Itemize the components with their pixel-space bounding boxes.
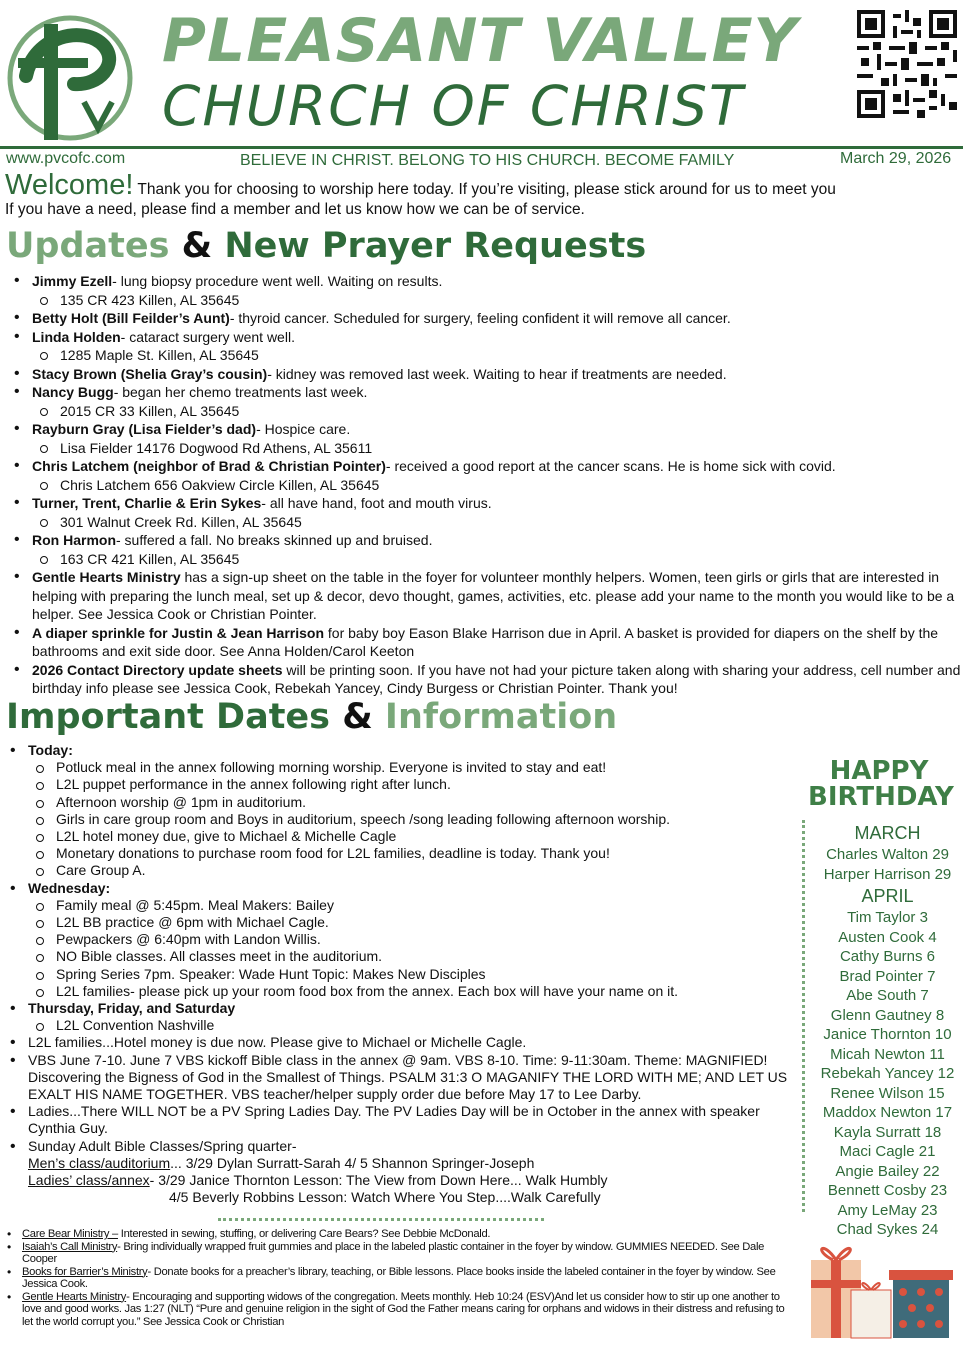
dates-heading-part2: Information (384, 697, 618, 737)
today-item: L2L puppet performance in the annex following right after lunch. (28, 776, 802, 793)
prayer-address: 135 CR 423 Killen, AL 35645 (32, 291, 961, 310)
prayer-address: 163 CR 421 Killen, AL 35645 (32, 550, 961, 569)
prayer-item: • Stacy Brown (Shelia Gray’s cousin)- kidney was removed last week. Waiting to hear if treatments are needed. (6, 365, 961, 384)
dates-heading (6, 697, 617, 737)
section-divider (218, 1218, 544, 1221)
birthday-name: Brad Pointer 7 (839, 967, 936, 985)
wednesday-item: NO Bible classes. All classes meet in the auditorium. (28, 948, 802, 965)
birthday-name: Janice Thornton 10 (823, 1026, 952, 1043)
today-item: Afternoon worship @ 1pm in auditorium. (28, 794, 802, 811)
birthday-name: Charles Walton 29 (826, 846, 949, 863)
church-motto: BELIEVE IN CHRIST. BELONG TO HIS CHURCH. BECOME FAMILY (240, 152, 735, 169)
qr-code-icon (857, 10, 957, 118)
updates-heading-part1: Updates (6, 226, 170, 266)
happy-birthday-heading: HAPPY BIRTHDAY (808, 756, 954, 812)
birthday-name: Glenn Gautney 8 (830, 1006, 945, 1024)
prayer-address: Chris Latchem 656 Oakview Circle Killen, AL 35645 (32, 476, 961, 495)
birthday-name: Kayla Surratt 18 (833, 1123, 942, 1141)
dates-heading-amp: & (330, 697, 385, 737)
dates-heading-part1: Important Dates (6, 697, 331, 737)
birthday-list (815, 821, 960, 1240)
birthday-name: Cathy Burns 6 (839, 948, 936, 965)
ministry-item: • Books for Barrier’s Ministry- Donate books for a preacher’s library, teaching, or Bible lessons. Place books inside the labeled container in the foyer by window. See Jessica Cook. (2, 1266, 797, 1291)
prayer-item: • Gentle Hearts Ministry has a sign-up sheet on the table in the foyer for volunteer monthly helpers. Women, teen girls or girls that are interested in helping with preparing the lunch meal, set up & decor, devo thought, games, activities, etc. please add your name to the month you would like to be a helper. See Jessica Cook or Christian Pointer. (6, 568, 961, 624)
wednesday-block: • Wednesday: Family meal @ 5:45pm. Meal Makers: Bailey L2L BB practice @ 6pm with Michael Cagle. Pewpackers @ 6:40pm with Landon Willis. NO Bible classes. All classes meet in the auditorium. Spring Series 7pm. Speaker: Wade Hunt Topic: Makes New Disciples L2L families- please pick up your room food box from the annex. Each box will have your name on it. (2, 880, 802, 1000)
ministry-item: • Gentle Hearts Ministry- Encouraging and supporting widows of the congregation. Meets monthly. Heb 10:24 (ESV)And let us consider how to stir up one another to love and good works. Jas 1:27 (NLT) “Pure and genuine religion in the sight of God the Father means caring for orphans and widows in their distress and refusing to let the world corrupt you.” See Jessica Cook or Christian (2, 1291, 797, 1329)
month-march: MARCH (854, 823, 921, 843)
prayer-item: • Betty Holt (Bill Feilder’s Aunt)- thyroid cancer. Scheduled for surgery, feeling confident it will remove all cancer. (6, 309, 961, 328)
prayer-address: 301 Walnut Creek Rd. Killen, AL 35645 (32, 513, 961, 532)
updates-heading-amp: & (169, 226, 225, 266)
birthday-name: Amy LeMay 23 (837, 1201, 938, 1219)
prayer-address: 1285 Maple St. Killen, AL 35645 (32, 346, 961, 365)
birthday-name: Bennett Cosby 23 (827, 1182, 948, 1199)
welcome-message (5, 169, 955, 220)
birthday-name: Tim Taylor 3 (847, 909, 928, 926)
gift-boxes-icon (803, 1240, 953, 1340)
prayer-item: • Nancy Bugg- began her chemo treatments last week. 2015 CR 33 Killen, AL 35645 (6, 383, 961, 420)
wednesday-item: Pewpackers @ 6:40pm with Landon Willis. (28, 931, 802, 948)
prayer-item: • A diaper sprinkle for Justin & Jean Harrison for baby boy Eason Blake Harrison due in April. A basket is provided for diapers on the shelf by the bathrooms and exit side door. See Anna Holden/Carol Keeton (6, 624, 961, 661)
ministry-item: • Isaiah’s Call Ministry- Bring individually wrapped fruit gummies and place in the labeled plastic container in the foyer by window. GUMMIES NEEDED. See Dale Cooper (2, 1241, 797, 1266)
wednesday-item: L2L families- please pick up your room food box from the annex. Each box will have your name on it. (28, 983, 802, 1000)
prayer-item: • 2026 Contact Directory update sheets will be printing soon. If you have not had your picture taken along with sharing your address, cell number and birthday info please see Jessica Cook, Rebekah Yancey, Cindy Burgess or Christian Pointer. Thank you! (6, 661, 961, 698)
prayer-item: • Rayburn Gray (Lisa Fielder’s dad)- Hospice care. Lisa Fielder 14176 Dogwood Rd Athens, AL 35611 (6, 420, 961, 457)
mens-class-label: Men’s class/auditorium (28, 1154, 171, 1171)
pv-logo-icon (4, 6, 134, 144)
prayer-item: • Jimmy Ezell- lung biopsy procedure went well. Waiting on results. 135 CR 423 Killen, AL 35645 (6, 272, 961, 309)
birthday-name: Renee Wilson 15 (830, 1084, 945, 1102)
vbs-note: • VBS June 7-10. June 7 VBS kickoff Bible class in the annex @ 9am. VBS 8-10. Time: 9-11:30am. Theme: MAGNIFIED! Discovering the Bigness of God in the Smallest of Things. PSALM 31:3 O MAGANIFY THE LORD WITH ME; AND LET US EXALT HIS NAME TOGETHER. VBS teacher/helper supply order due before May 17 to Lee Darby. (2, 1052, 802, 1104)
prayer-item: • Turner, Trent, Charlie & Erin Sykes- all have hand, foot and mouth virus. 301 Walnut Creek Rd. Killen, AL 35645 (6, 494, 961, 531)
welcome-text-2: If you have a need, please find a member and let us know how we can be of service. (5, 201, 585, 218)
prayer-item: • Linda Holden- cataract surgery went well. 1285 Maple St. Killen, AL 35645 (6, 328, 961, 365)
hotel-note: • L2L families...Hotel money is due now. Please give to Michael or Michelle Cagle. (2, 1034, 802, 1051)
ladies-day-note: • Ladies...There WILL NOT be a PV Spring Ladies Day. The PV Ladies Day will be in October in the annex with speaker Cynthia Guy. (2, 1103, 802, 1137)
today-block: • Today: Potluck meal in the annex following morning worship. Everyone is invited to stay and eat! L2L puppet performance in the annex following right after lunch. Afternoon worship @ 1pm in auditorium. Girls in care group room and Boys in auditorium, speech /song leading following afternoon worship. L2L hotel money due, give to Michael & Michelle Cagle Monetary donations to purchase room food for L2L families, deadline is today. Thank you! Care Group A. (2, 742, 802, 880)
adult-classes: • Sunday Adult Bible Classes/Spring quarter- Men’s class/auditorium... 3/29 Dylan Surratt-Sarah 4/ 5 Shannon Springer-Joseph Ladies’ class/annex- 3/29 Janice Thornton Lesson: The View from Down Here... Walk Humbly 4/5 Beverly Robbins Lesson: Watch Where You Step....Walk Carefully (2, 1138, 802, 1207)
ladies-class-label: Ladies’ class/annex (28, 1172, 150, 1189)
updates-heading (6, 226, 646, 266)
birthday-name: Maddox Newton 17 (822, 1104, 953, 1121)
month-april: APRIL (861, 886, 914, 906)
prayer-address: 2015 CR 33 Killen, AL 35645 (32, 402, 961, 421)
wednesday-item: Family meal @ 5:45pm. Meal Makers: Bailey (28, 897, 802, 914)
header-divider (0, 146, 963, 149)
thursday-item: L2L Convention Nashville (28, 1017, 802, 1034)
today-item: L2L hotel money due, give to Michael & Michelle Cagle (28, 828, 802, 845)
welcome-text: Thank you for choosing to worship here today. If you’re visiting, please stick around for us to meet you (133, 181, 836, 198)
dates-list (2, 742, 802, 1206)
ministries-list (2, 1228, 797, 1328)
birthday-divider (802, 820, 805, 1212)
birthday-name: Maci Cagle 21 (839, 1143, 936, 1160)
ministry-item: • Care Bear Ministry – Interested in sewing, stuffing, or delivering Care Bears? See Debbie McDonald. (2, 1228, 797, 1241)
thursday-block: • Thursday, Friday, and Saturday L2L Convention Nashville (2, 1000, 802, 1034)
today-item: Girls in care group room and Boys in auditorium, speech /song leading following afternoon worship. (28, 811, 802, 828)
birthday-name: Micah Newton 11 (830, 1045, 945, 1063)
welcome-heading: Welcome! (5, 169, 134, 201)
church-title-line1: PLEASANT VALLEY (162, 6, 799, 76)
website-link[interactable]: www.pvcofc.com (6, 150, 126, 167)
church-title-line2: CHURCH OF CHRIST (162, 74, 745, 138)
prayer-item: • Ron Harmon- suffered a fall. No breaks skinned up and bruised. 163 CR 421 Killen, AL 35645 (6, 531, 961, 568)
today-item: Potluck meal in the annex following morning worship. Everyone is invited to stay and eat! (28, 759, 802, 776)
birthday-name: Angie Bailey 22 (835, 1162, 940, 1180)
updates-heading-part2: New Prayer Requests (224, 226, 647, 266)
birthday-name: Rebekah Yancey 12 (820, 1065, 955, 1082)
today-item: Monetary donations to purchase room food for L2L families, deadline is today. Thank you! (28, 845, 802, 862)
birthday-name: Austen Cook 4 (838, 928, 937, 946)
wednesday-item: Spring Series 7pm. Speaker: Wade Hunt Topic: Makes New Disciples (28, 966, 802, 983)
prayer-address: Lisa Fielder 14176 Dogwood Rd Athens, AL 35611 (32, 439, 961, 458)
today-item: Care Group A. (28, 862, 802, 879)
bulletin-date: March 29, 2026 (840, 150, 952, 167)
prayer-list (6, 272, 961, 698)
birthday-name: Harper Harrison 29 (823, 865, 952, 883)
prayer-item: • Chris Latchem (neighbor of Brad & Christian Pointer)- received a good report at the cancer scans. He is home sick with covid. Chris Latchem 656 Oakview Circle Killen, AL 35645 (6, 457, 961, 494)
birthday-name: Chad Sykes 24 (836, 1221, 939, 1238)
wednesday-item: L2L BB practice @ 6pm with Michael Cagle. (28, 914, 802, 931)
birthday-name: Abe South 7 (846, 987, 929, 1004)
